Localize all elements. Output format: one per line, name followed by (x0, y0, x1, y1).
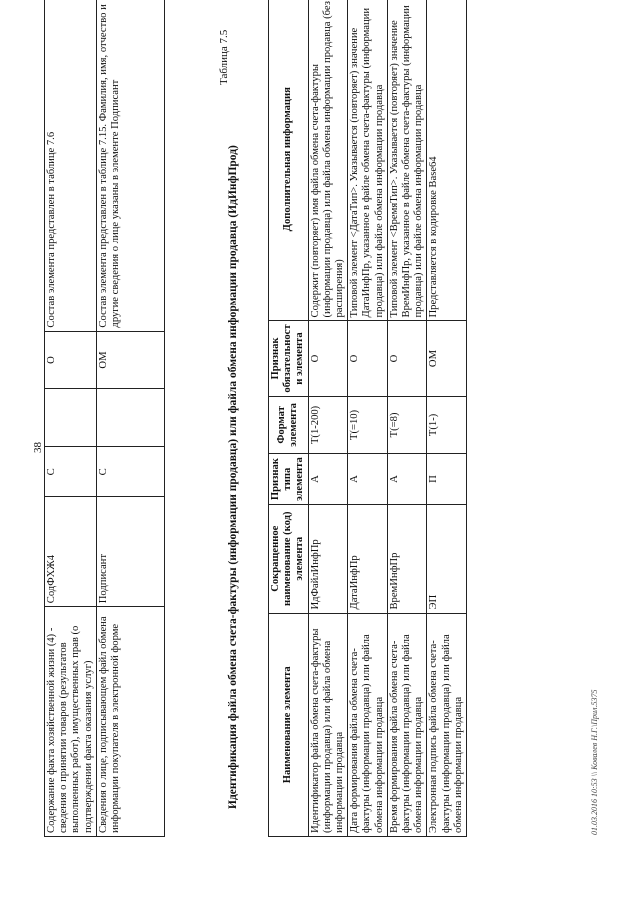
element-type: С (45, 447, 97, 497)
table-row (45, 0, 97, 837)
element-code: Подписант (96, 497, 164, 607)
registration-stamp: 01.03.2016 10:53 \\ Ковалев Н.Г.\Прил.5375 (590, 689, 599, 835)
header-type: Признак типа элемента (269, 454, 309, 505)
element-format (45, 389, 97, 447)
table-row (427, 0, 467, 837)
element-type: А (348, 454, 388, 505)
element-required: О (387, 321, 427, 396)
element-type: А (308, 454, 348, 505)
table-row (96, 0, 164, 837)
element-type: А (387, 454, 427, 505)
header-format: Формат элемента (269, 396, 309, 454)
continuation-table (44, 0, 165, 837)
header-row (269, 0, 309, 837)
table-row (308, 0, 348, 837)
element-info: Состав элемента представлен в таблице 7.15. Фамилия, имя, отчество и другие сведения о лице указаны в элементе Подписант (96, 0, 164, 331)
element-info: Состав элемента представлен в таблице 7.6 (45, 0, 97, 331)
element-format (96, 389, 164, 447)
element-name: Электронная подпись файла обмена счета-фактуры (информации продавца) или файла обмена информации продавца (427, 613, 467, 836)
element-code: СодФХЖ4 (45, 497, 97, 607)
element-code: ВремИнфПр (387, 504, 427, 613)
element-format: T(=10) (348, 396, 388, 454)
element-name: Идентификатор файла обмена счета-фактуры (информации продавца) или файла обмена информации продавца (308, 613, 348, 836)
element-format: T(1-) (427, 396, 467, 454)
element-name: Сведения о лице, подписывающем файл обмена информации покупателя в электронной форме (96, 607, 164, 837)
element-required: ОМ (96, 331, 164, 389)
element-name: Содержание факта хозяйственной жизни (4) - сведения о принятии товаров (результатов выполненных работ), имущественных прав (о подтверждении факта оказания услуг) (45, 607, 97, 837)
element-format: T(=8) (387, 396, 427, 454)
element-required: ОМ (427, 321, 467, 396)
element-info: Представляется в кодировке Base64 (427, 0, 467, 321)
element-info: Содержит (повторяет) имя файла обмена счета-фактуры (информации продавца) или файла обмена информации продавца (без расширения) (308, 0, 348, 321)
header-info: Дополнительная информация (269, 0, 309, 321)
table-number: Таблица 7.5 (218, 29, 230, 85)
element-code: ИдФайлИнфПр (308, 504, 348, 613)
element-required: О (45, 331, 97, 389)
element-info: Типовой элемент <ДатаТип>. Указывается (повторяет) значение ДатаИнфПр, указанное в файле обмена счета-фактуры (информации продавца) или файле обмена информации продавца (348, 0, 388, 321)
table-title: Идентификация файла обмена счета-фактуры (информации продавца) или файла обмена информации продавца (ИдИнфПрод) (227, 145, 239, 809)
element-name: Дата формирования файла обмена счета-фактуры (информации продавца) или файла обмена информации продавца (348, 613, 388, 836)
element-name: Время формирования файла обмена счета-фактуры (информации продавца) или файла обмена информации продавца (387, 613, 427, 836)
element-code: ЭП (427, 504, 467, 613)
header-name: Наименование элемента (269, 613, 309, 836)
element-format: T(1-200) (308, 396, 348, 454)
identification-table (268, 0, 467, 837)
table-row (348, 0, 388, 837)
header-required: Признак обязательност и элемента (269, 321, 309, 396)
element-info: Типовой элемент <ВремяТип>. Указывается (повторяет) значение ВремИнфПр, указанное в файле обмена счета-фактуры (информации продавца) или файле обмена информации продавца (387, 0, 427, 321)
element-required: О (308, 321, 348, 396)
element-type: С (96, 447, 164, 497)
page-number: 38 (32, 442, 44, 453)
element-type: П (427, 454, 467, 505)
element-code: ДатаИнфПр (348, 504, 388, 613)
table-row (387, 0, 427, 837)
element-required: О (348, 321, 388, 396)
header-code: Сокращенное наименование (код) элемента (269, 504, 309, 613)
